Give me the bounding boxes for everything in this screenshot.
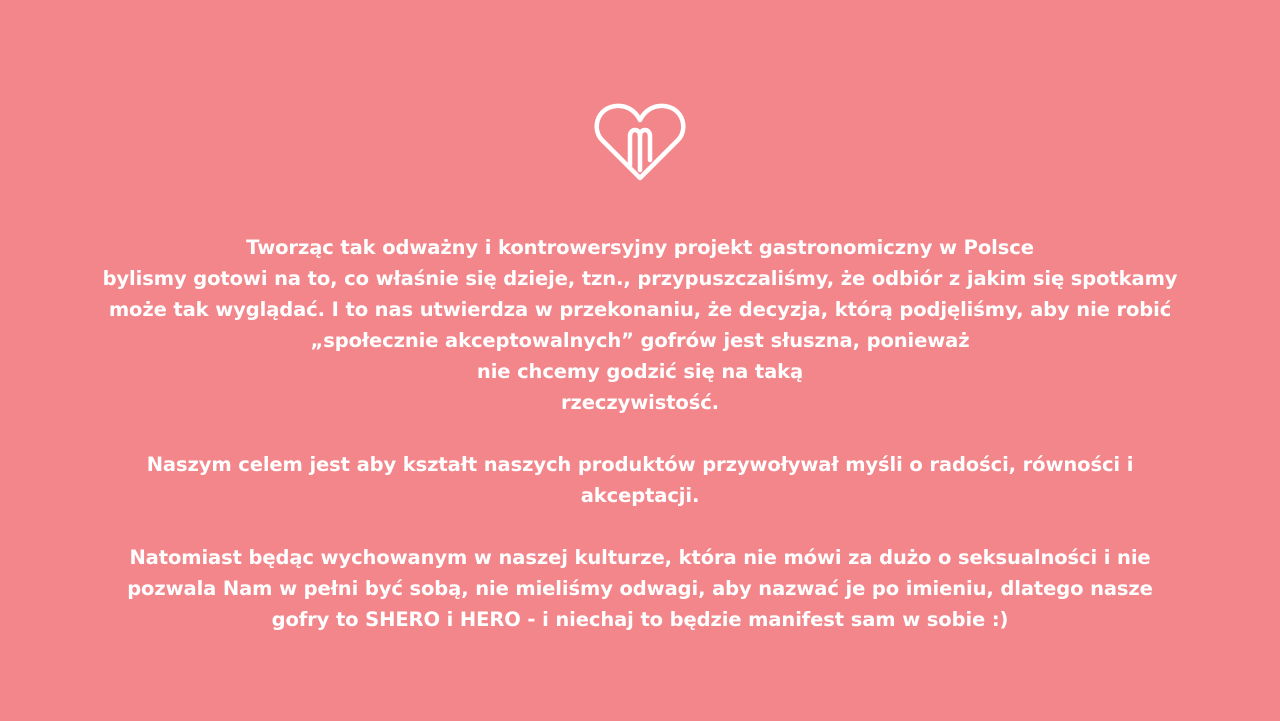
text-line: „społecznie akceptowalnych” gofrów jest słuszna, ponieważ bbox=[310, 329, 970, 352]
paragraph-manifest bbox=[40, 542, 1240, 635]
text-line: może tak wyglądać. I to nas utwierdza w przekonaniu, że decyzja, którą podjęliśmy, aby nie robić bbox=[108, 298, 1172, 321]
text-line: nie chcemy godzić się na taką bbox=[476, 360, 804, 383]
text-line: rzeczywistość. bbox=[560, 391, 719, 414]
paragraph-intro bbox=[40, 232, 1240, 418]
text-line: Natomiast będąc wychowanym w naszej kulturze, która nie mówi za dużo o seksualności i nie bbox=[129, 546, 1151, 569]
text-line: Tworząc tak odważny i kontrowersyjny projekt gastronomiczny w Polsce bbox=[246, 236, 1034, 259]
paragraph-goal bbox=[40, 449, 1240, 511]
text-line: Naszym celem jest aby kształt naszych produktów przywoływał myśli o radości, równości i bbox=[146, 453, 1134, 476]
text-line: pozwala Nam w pełni być sobą, nie mieliśmy odwagi, aby nazwać je po imieniu, dlatego nasze bbox=[127, 577, 1153, 600]
text-line: bylismy gotowi na to, co właśnie się dzieje, tzn., przypuszczaliśmy, że odbiór z jakim się spotkamy bbox=[102, 267, 1178, 290]
manifesto-text bbox=[40, 232, 1240, 635]
heart-waffle-icon bbox=[594, 100, 686, 182]
text-line: gofry to SHERO i HERO - i niechaj to będzie manifest sam w sobie :) bbox=[271, 608, 1009, 631]
text-line: akceptacji. bbox=[580, 484, 700, 507]
